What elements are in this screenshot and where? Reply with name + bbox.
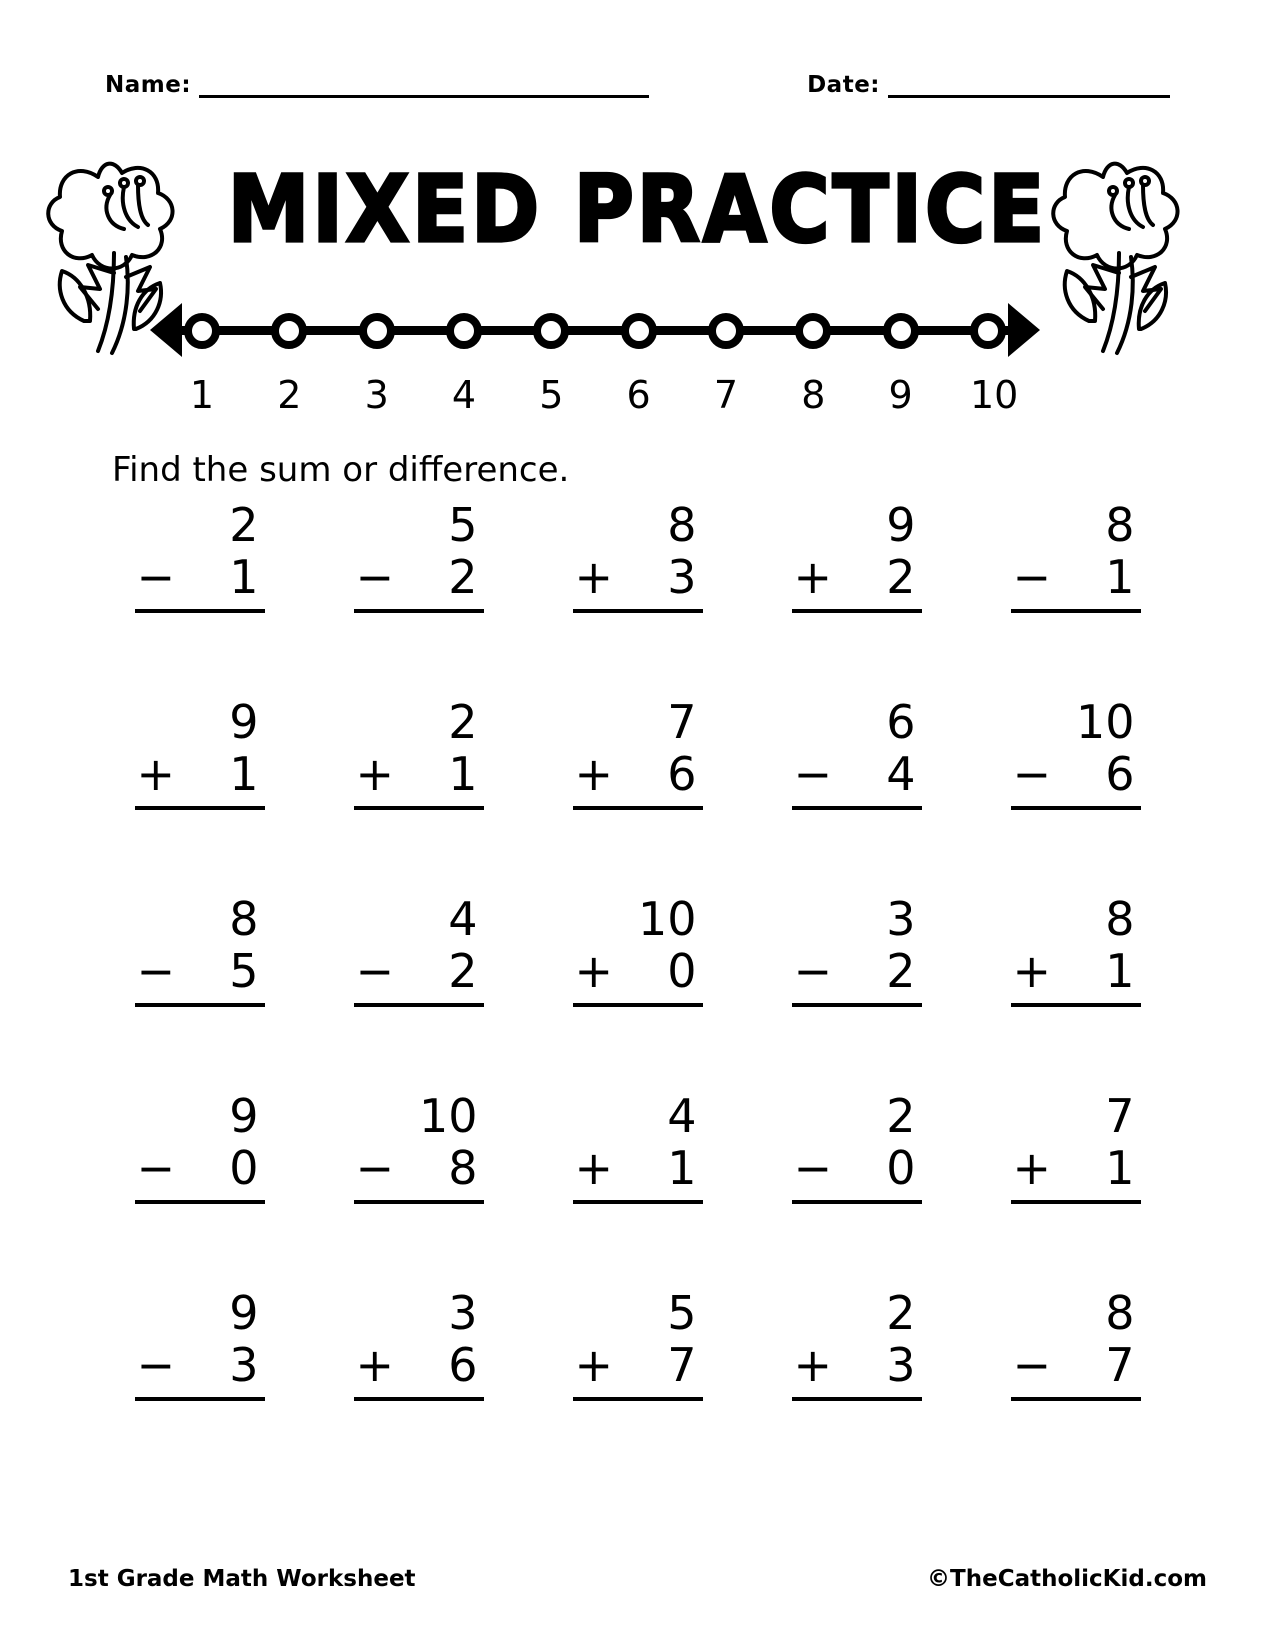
problem-operator: + <box>136 746 176 801</box>
name-label: Name: <box>105 72 192 98</box>
problem-top-number: 10 <box>418 1089 478 1143</box>
problem-bottom-number: 0 <box>886 1140 916 1195</box>
problem-operator: − <box>793 943 833 998</box>
problem-top-number: 8 <box>667 498 697 552</box>
problem-operator: + <box>1012 943 1052 998</box>
problem-item[interactable] <box>966 1091 1185 1288</box>
problem-item[interactable] <box>747 500 966 697</box>
number-line-dot <box>708 313 744 349</box>
problem-operator: − <box>793 746 833 801</box>
footer-site-credit: ©TheCatholicKid.com <box>927 1566 1207 1592</box>
problem-top-number: 5 <box>667 1286 697 1340</box>
page-title-block <box>0 157 1275 264</box>
header-fields <box>105 72 1170 98</box>
problem-top-number: 9 <box>886 498 916 552</box>
problem-top-number: 2 <box>448 695 478 749</box>
problem-item[interactable] <box>90 1288 309 1485</box>
problem-item[interactable] <box>90 500 309 697</box>
number-line <box>150 295 1040 417</box>
problem-bottom-number: 1 <box>1105 1140 1135 1195</box>
problem-operator: − <box>1012 1337 1052 1392</box>
problem-bottom-number: 1 <box>1105 549 1135 604</box>
problem-operator: + <box>574 943 614 998</box>
problem-bottom-number: 1 <box>667 1140 697 1195</box>
problem-operator: − <box>793 1140 833 1195</box>
problem-item[interactable] <box>528 500 747 697</box>
problem-operator: + <box>793 549 833 604</box>
problem-operator: + <box>574 1337 614 1392</box>
problem-item[interactable] <box>90 1091 309 1288</box>
problem-operator: + <box>1012 1140 1052 1195</box>
problem-top-number: 8 <box>1105 1286 1135 1340</box>
problem-item[interactable] <box>966 1288 1185 1485</box>
problem-operator: − <box>136 1140 176 1195</box>
problem-bottom-number: 2 <box>448 943 478 998</box>
number-line-dot <box>883 313 919 349</box>
problem-item[interactable] <box>528 1288 747 1485</box>
problem-bottom-number: 1 <box>229 549 259 604</box>
number-line-label: 7 <box>713 373 739 417</box>
problem-top-number: 10 <box>1075 695 1135 749</box>
number-line-dot <box>621 313 657 349</box>
problem-top-number: 6 <box>886 695 916 749</box>
problem-item[interactable] <box>309 1288 528 1485</box>
problem-top-number: 10 <box>637 892 697 946</box>
number-line-dot <box>533 313 569 349</box>
number-line-dot <box>184 313 220 349</box>
problem-bottom-number: 2 <box>886 943 916 998</box>
problem-bottom-number: 0 <box>667 943 697 998</box>
problem-item[interactable] <box>747 1288 966 1485</box>
problem-top-number: 9 <box>229 695 259 749</box>
number-line-label: 6 <box>626 373 651 417</box>
problem-item[interactable] <box>309 697 528 894</box>
problem-item[interactable] <box>528 894 747 1091</box>
problem-operator: + <box>355 746 395 801</box>
problem-top-number: 3 <box>886 892 916 946</box>
problem-bottom-number: 6 <box>667 746 697 801</box>
problem-operator: − <box>136 943 176 998</box>
number-line-dot <box>271 313 307 349</box>
instructions-text: Find the sum or difference. <box>112 450 570 490</box>
problem-top-number: 9 <box>229 1286 259 1340</box>
problem-operator: − <box>136 549 176 604</box>
problem-top-number: 9 <box>229 1089 259 1143</box>
footer-worksheet-label: 1st Grade Math Worksheet <box>68 1566 416 1592</box>
problem-top-number: 7 <box>667 695 697 749</box>
problem-item[interactable] <box>90 697 309 894</box>
number-line-dot <box>795 313 831 349</box>
number-line-labels <box>184 373 1019 417</box>
problem-top-number: 2 <box>229 498 259 552</box>
problem-item[interactable] <box>309 1091 528 1288</box>
problem-operator: + <box>574 549 614 604</box>
problem-top-number: 8 <box>1105 892 1135 946</box>
problem-bottom-number: 7 <box>1105 1337 1135 1392</box>
problems-grid <box>90 500 1185 1485</box>
problem-top-number: 2 <box>886 1089 916 1143</box>
problem-operator: − <box>136 1337 176 1392</box>
problem-item[interactable] <box>747 697 966 894</box>
number-line-label: 8 <box>801 373 826 417</box>
problem-item[interactable] <box>747 1091 966 1288</box>
problem-bottom-number: 3 <box>667 549 697 604</box>
problem-item[interactable] <box>90 894 309 1091</box>
number-line-label: 2 <box>277 373 302 417</box>
number-line-label: 10 <box>969 373 1019 417</box>
number-line-dot <box>359 313 395 349</box>
problem-operator: − <box>1012 549 1052 604</box>
problem-item[interactable] <box>966 894 1185 1091</box>
problem-operator: + <box>574 1140 614 1195</box>
number-line-dot <box>446 313 482 349</box>
problem-item[interactable] <box>528 697 747 894</box>
problem-bottom-number: 5 <box>229 943 259 998</box>
problem-bottom-number: 1 <box>229 746 259 801</box>
name-write-line[interactable] <box>199 75 649 98</box>
page-title: MIXED PRACTICE <box>227 157 1048 264</box>
problem-operator: − <box>355 943 395 998</box>
problem-bottom-number: 3 <box>229 1337 259 1392</box>
problem-bottom-number: 4 <box>886 746 916 801</box>
problem-bottom-number: 6 <box>448 1337 478 1392</box>
date-field[interactable] <box>807 72 1170 98</box>
problem-top-number: 8 <box>229 892 259 946</box>
problem-top-number: 3 <box>448 1286 478 1340</box>
number-line-label: 9 <box>888 373 913 417</box>
number-line-dot <box>970 313 1006 349</box>
problem-item[interactable] <box>528 1091 747 1288</box>
problem-bottom-number: 2 <box>448 549 478 604</box>
problem-operator: + <box>793 1337 833 1392</box>
number-line-label: 4 <box>451 373 477 417</box>
problem-item[interactable] <box>309 894 528 1091</box>
problem-top-number: 4 <box>448 892 478 946</box>
problem-top-number: 4 <box>667 1089 697 1143</box>
problem-operator: + <box>355 1337 395 1392</box>
problem-item[interactable] <box>966 697 1185 894</box>
problem-item[interactable] <box>747 894 966 1091</box>
problem-operator: + <box>574 746 614 801</box>
problem-top-number: 8 <box>1105 498 1135 552</box>
problem-top-number: 2 <box>886 1286 916 1340</box>
problem-bottom-number: 1 <box>1105 943 1135 998</box>
date-write-line[interactable] <box>888 75 1170 98</box>
number-line-label: 5 <box>539 373 564 417</box>
problem-operator: − <box>355 549 395 604</box>
problem-item[interactable] <box>966 500 1185 697</box>
problem-operator: − <box>355 1140 395 1195</box>
problem-bottom-number: 8 <box>448 1140 478 1195</box>
problem-top-number: 7 <box>1105 1089 1135 1143</box>
problem-operator: − <box>1012 746 1052 801</box>
footer <box>68 1566 1207 1592</box>
problem-top-number: 5 <box>448 498 478 552</box>
problem-bottom-number: 1 <box>448 746 478 801</box>
problem-bottom-number: 2 <box>886 549 916 604</box>
problem-bottom-number: 3 <box>886 1337 916 1392</box>
problem-bottom-number: 7 <box>667 1337 697 1392</box>
date-label: Date: <box>807 72 880 98</box>
number-line-dots <box>184 295 1006 367</box>
name-field[interactable] <box>105 72 649 98</box>
problem-item[interactable] <box>309 500 528 697</box>
problem-bottom-number: 6 <box>1105 746 1135 801</box>
number-line-label: 1 <box>189 373 215 417</box>
problem-bottom-number: 0 <box>229 1140 259 1195</box>
number-line-label: 3 <box>364 373 389 417</box>
